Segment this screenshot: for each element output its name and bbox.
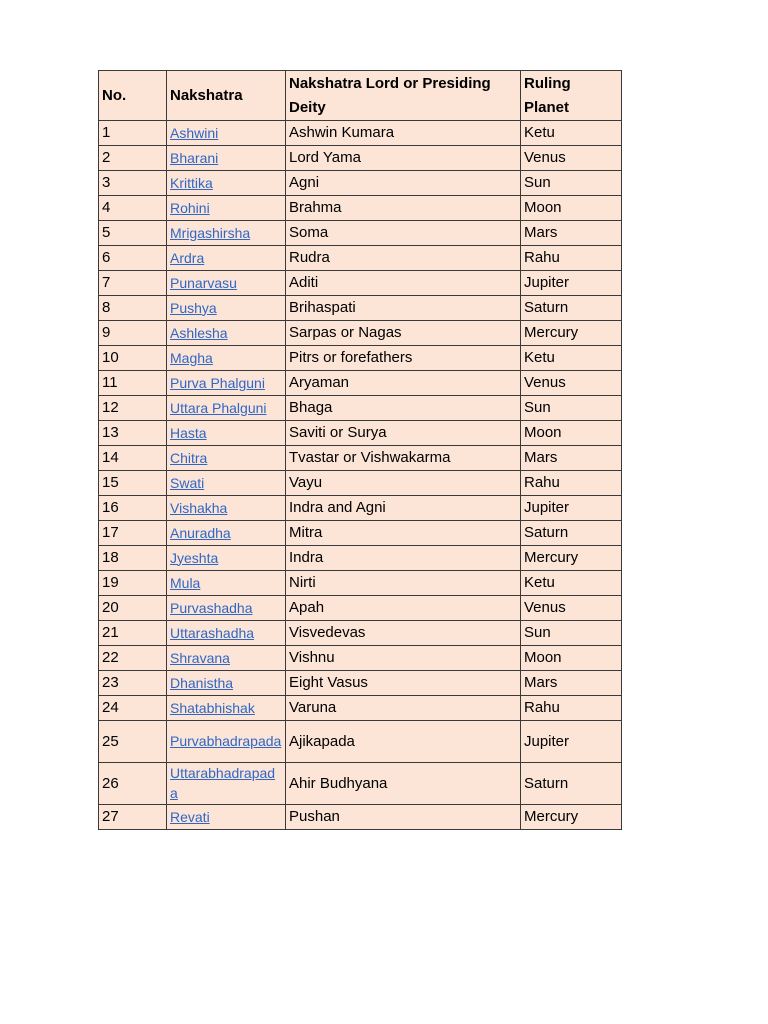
cell-no: 14	[99, 446, 167, 471]
cell-planet: Mercury	[521, 805, 622, 830]
nakshatra-link[interactable]: Uttarabhadrapada	[170, 765, 276, 801]
nakshatra-link[interactable]: Shravana	[170, 649, 230, 666]
cell-no: 8	[99, 296, 167, 321]
cell-lord: Vishnu	[286, 646, 521, 671]
nakshatra-link[interactable]: Ashlesha	[170, 324, 228, 341]
cell-nakshatra	[167, 321, 286, 346]
cell-lord: Ahir Budhyana	[286, 763, 521, 805]
cell-planet: Venus	[521, 371, 622, 396]
cell-no: 11	[99, 371, 167, 396]
cell-planet: Jupiter	[521, 271, 622, 296]
cell-planet: Sun	[521, 171, 622, 196]
cell-no: 17	[99, 521, 167, 546]
cell-planet: Saturn	[521, 521, 622, 546]
cell-nakshatra	[167, 221, 286, 246]
table-row	[99, 546, 622, 571]
cell-nakshatra	[167, 296, 286, 321]
cell-nakshatra	[167, 121, 286, 146]
nakshatra-link[interactable]: Anuradha	[170, 524, 231, 541]
cell-no: 9	[99, 321, 167, 346]
cell-planet: Saturn	[521, 763, 622, 805]
cell-nakshatra	[167, 421, 286, 446]
cell-lord: Rudra	[286, 246, 521, 271]
cell-planet: Mars	[521, 671, 622, 696]
header-no: No.	[99, 71, 167, 121]
cell-lord: Sarpas or Nagas	[286, 321, 521, 346]
nakshatra-link[interactable]: Purvabhadrapada	[170, 733, 282, 749]
cell-no: 13	[99, 421, 167, 446]
cell-lord: Pitrs or forefathers	[286, 346, 521, 371]
table-row	[99, 805, 622, 830]
cell-no: 21	[99, 621, 167, 646]
nakshatra-link[interactable]: Purva Phalguni	[170, 374, 265, 391]
cell-nakshatra	[167, 496, 286, 521]
table-row	[99, 371, 622, 396]
nakshatra-link[interactable]: Revati	[170, 808, 210, 825]
cell-no: 16	[99, 496, 167, 521]
cell-nakshatra	[167, 805, 286, 830]
table-row	[99, 346, 622, 371]
nakshatra-link[interactable]: Mrigashirsha	[170, 224, 251, 241]
cell-nakshatra	[167, 671, 286, 696]
table-row	[99, 596, 622, 621]
cell-nakshatra	[167, 763, 286, 805]
cell-planet: Jupiter	[521, 721, 622, 763]
cell-nakshatra	[167, 571, 286, 596]
header-row	[99, 71, 622, 121]
nakshatra-link[interactable]: Magha	[170, 349, 213, 366]
nakshatra-link[interactable]: Shatabhishak	[170, 699, 255, 716]
table-row	[99, 446, 622, 471]
cell-lord: Tvastar or Vishwakarma	[286, 446, 521, 471]
cell-nakshatra	[167, 146, 286, 171]
cell-lord: Apah	[286, 596, 521, 621]
nakshatra-link[interactable]: Jyeshta	[170, 549, 219, 566]
table-row	[99, 321, 622, 346]
table-row	[99, 521, 622, 546]
nakshatra-link[interactable]: Ardra	[170, 249, 205, 266]
nakshatra-link[interactable]: Vishakha	[170, 499, 228, 516]
nakshatra-link[interactable]: Mula	[170, 574, 201, 591]
cell-no: 12	[99, 396, 167, 421]
cell-no: 22	[99, 646, 167, 671]
nakshatra-table	[98, 70, 622, 830]
table-row	[99, 171, 622, 196]
cell-no: 1	[99, 121, 167, 146]
cell-lord: Aryaman	[286, 371, 521, 396]
nakshatra-link[interactable]: Uttara Phalguni	[170, 399, 267, 416]
cell-planet: Moon	[521, 421, 622, 446]
cell-no: 19	[99, 571, 167, 596]
table-row	[99, 621, 622, 646]
cell-lord: Mitra	[286, 521, 521, 546]
cell-nakshatra	[167, 271, 286, 296]
cell-lord: Vayu	[286, 471, 521, 496]
table-row	[99, 396, 622, 421]
cell-no: 25	[99, 721, 167, 763]
cell-planet: Rahu	[521, 471, 622, 496]
cell-no: 10	[99, 346, 167, 371]
cell-lord: Ashwin Kumara	[286, 121, 521, 146]
cell-planet: Sun	[521, 396, 622, 421]
header-lord: Nakshatra Lord or Presiding Deity	[286, 71, 521, 121]
cell-lord: Aditi	[286, 271, 521, 296]
table-row	[99, 721, 622, 763]
cell-nakshatra	[167, 246, 286, 271]
table-row	[99, 271, 622, 296]
cell-planet: Mars	[521, 221, 622, 246]
cell-nakshatra	[167, 646, 286, 671]
table-row	[99, 221, 622, 246]
cell-planet: Mercury	[521, 546, 622, 571]
cell-lord: Ajikapada	[286, 721, 521, 763]
table-body	[99, 121, 622, 830]
table-row	[99, 146, 622, 171]
nakshatra-link[interactable]: Pushya	[170, 299, 217, 316]
cell-lord: Varuna	[286, 696, 521, 721]
cell-nakshatra	[167, 696, 286, 721]
cell-planet: Rahu	[521, 696, 622, 721]
cell-no: 23	[99, 671, 167, 696]
cell-no: 5	[99, 221, 167, 246]
nakshatra-link[interactable]: Rohini	[170, 199, 210, 216]
cell-no: 2	[99, 146, 167, 171]
nakshatra-link[interactable]: Purvashadha	[170, 599, 253, 616]
cell-planet: Rahu	[521, 246, 622, 271]
nakshatra-link[interactable]: Krittika	[170, 174, 213, 191]
cell-no: 4	[99, 196, 167, 221]
header-planet: Ruling Planet	[521, 71, 622, 121]
cell-nakshatra	[167, 171, 286, 196]
cell-no: 18	[99, 546, 167, 571]
cell-planet: Venus	[521, 596, 622, 621]
table-row	[99, 246, 622, 271]
table-row	[99, 763, 622, 805]
cell-lord: Bhaga	[286, 396, 521, 421]
cell-nakshatra	[167, 346, 286, 371]
cell-nakshatra	[167, 196, 286, 221]
cell-lord: Eight Vasus	[286, 671, 521, 696]
cell-lord: Indra and Agni	[286, 496, 521, 521]
cell-no: 27	[99, 805, 167, 830]
cell-nakshatra	[167, 371, 286, 396]
table-row	[99, 696, 622, 721]
table-row	[99, 646, 622, 671]
header-nakshatra: Nakshatra	[167, 71, 286, 121]
cell-lord: Soma	[286, 221, 521, 246]
cell-planet: Venus	[521, 146, 622, 171]
table-row	[99, 671, 622, 696]
cell-nakshatra	[167, 471, 286, 496]
table-row	[99, 296, 622, 321]
cell-nakshatra	[167, 446, 286, 471]
cell-nakshatra	[167, 596, 286, 621]
cell-lord: Nirti	[286, 571, 521, 596]
cell-nakshatra	[167, 521, 286, 546]
table-row	[99, 421, 622, 446]
cell-lord: Brihaspati	[286, 296, 521, 321]
cell-planet: Saturn	[521, 296, 622, 321]
nakshatra-link[interactable]: Hasta	[170, 424, 207, 441]
cell-no: 26	[99, 763, 167, 805]
cell-lord: Saviti or Surya	[286, 421, 521, 446]
cell-lord: Lord Yama	[286, 146, 521, 171]
cell-no: 6	[99, 246, 167, 271]
table-row	[99, 571, 622, 596]
cell-no: 7	[99, 271, 167, 296]
cell-no: 20	[99, 596, 167, 621]
cell-no: 24	[99, 696, 167, 721]
table-row	[99, 121, 622, 146]
nakshatra-link[interactable]: Dhanistha	[170, 674, 234, 691]
table-header	[99, 71, 622, 121]
cell-nakshatra	[167, 621, 286, 646]
table-row	[99, 496, 622, 521]
cell-lord: Visvedevas	[286, 621, 521, 646]
cell-nakshatra	[167, 546, 286, 571]
cell-nakshatra	[167, 721, 286, 763]
nakshatra-link[interactable]: Chitra	[170, 449, 208, 466]
cell-no: 3	[99, 171, 167, 196]
nakshatra-link[interactable]: Ashwini	[170, 124, 219, 141]
cell-lord: Indra	[286, 546, 521, 571]
cell-planet: Mercury	[521, 321, 622, 346]
table-row	[99, 471, 622, 496]
cell-planet: Mars	[521, 446, 622, 471]
cell-planet: Moon	[521, 646, 622, 671]
table-row	[99, 196, 622, 221]
cell-lord: Agni	[286, 171, 521, 196]
cell-planet: Moon	[521, 196, 622, 221]
cell-no: 15	[99, 471, 167, 496]
nakshatra-link[interactable]: Swati	[170, 474, 205, 491]
nakshatra-link[interactable]: Bharani	[170, 149, 219, 166]
nakshatra-link[interactable]: Uttarashadha	[170, 624, 255, 641]
cell-planet: Ketu	[521, 121, 622, 146]
cell-lord: Pushan	[286, 805, 521, 830]
cell-planet: Ketu	[521, 571, 622, 596]
nakshatra-link[interactable]: Punarvasu	[170, 274, 237, 291]
cell-planet: Ketu	[521, 346, 622, 371]
cell-lord: Brahma	[286, 196, 521, 221]
cell-planet: Jupiter	[521, 496, 622, 521]
cell-planet: Sun	[521, 621, 622, 646]
cell-nakshatra	[167, 396, 286, 421]
